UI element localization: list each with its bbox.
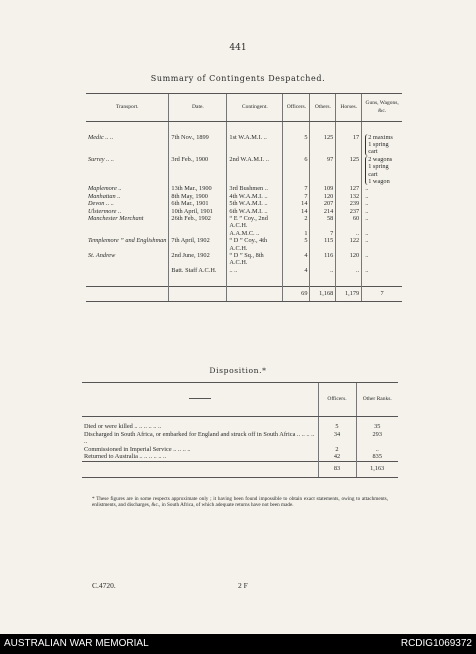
banner-right-text: RCDIG1069372 <box>400 638 472 649</box>
printer-reference: C.4720. <box>92 581 116 590</box>
guns-list <box>365 215 400 222</box>
others-cell: .. <box>310 267 336 274</box>
date-cell: 13th Mar., 1900 <box>169 185 227 192</box>
date-cell: 10th April, 1901 <box>169 208 227 215</box>
guns-list <box>365 230 400 237</box>
header-blank <box>82 383 318 417</box>
total-others: 1,168 <box>310 286 336 301</box>
disposition-table <box>82 382 398 478</box>
guns-cell <box>362 252 402 267</box>
disposition-row <box>82 446 398 454</box>
archive-banner <box>0 634 476 654</box>
guns-cell <box>362 193 402 200</box>
spacer-row <box>86 122 402 134</box>
transport-cell: Manhattan .. <box>88 192 121 200</box>
others-cell: 58 <box>310 215 336 230</box>
horses-cell: 17 <box>336 134 362 156</box>
guns-item: cart <box>368 170 378 178</box>
guns-list <box>365 134 393 156</box>
guns-item: .. <box>365 252 369 259</box>
guns-cell <box>362 156 402 186</box>
guns-item: 1 spring <box>368 163 389 171</box>
horses-cell: .. <box>336 267 362 274</box>
header-date: Date. <box>169 94 227 122</box>
summary-row <box>86 267 402 274</box>
horses-cell: 122 <box>336 237 362 252</box>
officers-cell: 2 <box>283 215 310 230</box>
contingent-cell: 1st W.A.M.I. .. <box>227 134 283 156</box>
total-officers: 69 <box>283 286 310 301</box>
disposition-label: Died or were killed .. .. .. .. .. .. <box>84 423 162 430</box>
header-transport: Transport. <box>86 94 169 122</box>
date-cell: Batt. Staff A.C.H. <box>169 267 227 274</box>
disposition-label: Discharged in South Africa, or embarked for England and struck off in South Africa .. .. .. .. .. <box>84 430 315 446</box>
summary-row <box>86 185 402 192</box>
date-cell: 3rd Feb., 1900 <box>169 156 227 186</box>
horses-cell: 132 <box>336 193 362 200</box>
summary-row <box>86 252 402 267</box>
horses-cell: 237 <box>336 208 362 215</box>
total-other-ranks: 1,163 <box>356 461 398 477</box>
guns-cell <box>362 134 402 156</box>
horses-cell: 125 <box>336 156 362 186</box>
transport-cell: St. Andrew <box>88 252 116 259</box>
guns-item: 2 maxims <box>368 133 393 141</box>
disposition-other-ranks: 835 <box>356 453 398 461</box>
others-cell: 7 <box>310 230 336 237</box>
horses-cell: 127 <box>336 185 362 192</box>
guns-list <box>365 252 400 259</box>
guns-cell <box>362 185 402 192</box>
summary-total-row <box>86 286 402 301</box>
disposition-total-row <box>82 461 398 477</box>
horses-cell: .. <box>336 230 362 237</box>
contingent-cell: “ D ” Sq., 8th A.C.H. <box>227 252 283 267</box>
transport-cell <box>86 267 169 274</box>
disposition-row <box>82 417 398 431</box>
others-cell: 115 <box>310 237 336 252</box>
summary-row <box>86 237 402 252</box>
guns-item: .. <box>365 207 369 215</box>
transport-cell: Medic .. .. <box>88 133 114 141</box>
guns-item: .. <box>365 229 369 237</box>
date-cell: 6th Mar., 1901 <box>169 200 227 207</box>
banner-left-text: AUSTRALIAN WAR MEMORIAL <box>4 638 149 649</box>
disposition-label: Commissioned in Imperial Service .. .. .. .. <box>84 445 191 453</box>
guns-item: .. <box>365 185 369 193</box>
header-other-ranks: Other Ranks. <box>356 383 398 417</box>
others-cell: 116 <box>310 252 336 267</box>
guns-item: .. <box>365 214 369 222</box>
guns-item: .. <box>365 200 369 208</box>
contingent-cell: “ D ” Coy., 4th A.C.H. <box>227 237 283 252</box>
others-cell: 207 <box>310 200 336 207</box>
contingent-cell: 4th W.A.M.I. .. <box>227 193 283 200</box>
transport-cell: Templemore ” and Englishman <box>88 237 167 245</box>
disposition-title: Disposition.* <box>209 366 267 375</box>
guns-list <box>365 267 400 274</box>
footnote: * These figures are in some respects approximate only ; it having been found impossible to obtain exact statements, owing to attachments, enlistments, and discharges, &c., in South Africa, of which adequate returns have not been made. <box>92 496 388 509</box>
blank-cell <box>82 461 318 477</box>
header-horses: Horses. <box>336 94 362 122</box>
guns-item: 2 wagons <box>368 155 393 163</box>
others-cell: 214 <box>310 208 336 215</box>
header-officers: Officers. <box>318 383 356 417</box>
contingent-cell: A.A.M.C. .. <box>227 230 283 237</box>
horses-cell: 239 <box>336 200 362 207</box>
transport-cell: Devon .. .. <box>88 200 114 208</box>
summary-row <box>86 230 402 237</box>
contingent-cell: “ E ” Coy., 2nd A.C.H. <box>227 215 283 230</box>
officers-cell: 5 <box>283 134 310 156</box>
guns-item: .. <box>365 237 369 245</box>
guns-cell <box>362 230 402 237</box>
disposition-other-ranks: .. <box>356 446 398 454</box>
others-cell: 120 <box>310 193 336 200</box>
blank-cell <box>169 286 227 301</box>
date-cell: 7th April, 1902 <box>169 237 227 252</box>
horses-cell: 120 <box>336 252 362 267</box>
header-contingent: Contingent. <box>227 94 283 122</box>
officers-cell: 14 <box>283 200 310 207</box>
blank-cell <box>227 286 283 301</box>
summary-title: Summary of Contingents Despatched. <box>150 74 326 83</box>
guns-item: .. <box>365 192 369 200</box>
officers-cell: 6 <box>283 156 310 186</box>
guns-item: cart <box>368 148 378 156</box>
header-dash <box>189 398 211 399</box>
date-cell <box>169 230 227 237</box>
guns-list <box>365 156 392 186</box>
others-cell: 125 <box>310 134 336 156</box>
disposition-body <box>82 417 398 478</box>
transport-cell <box>86 230 169 237</box>
transport-cell: Ulstermore .. <box>88 207 122 215</box>
date-cell: 8th May, 1900 <box>169 193 227 200</box>
page-number: 441 <box>229 43 247 53</box>
transport-cell: Surrey .. .. <box>88 155 114 163</box>
guns-cell <box>362 208 402 215</box>
guns-list <box>365 237 400 244</box>
summary-row <box>86 193 402 200</box>
contingent-cell: 2nd W.A.M.I. .. <box>227 156 283 186</box>
guns-list <box>365 185 400 192</box>
spacer-row <box>86 274 402 286</box>
transport-cell: Manchester Merchant <box>88 214 144 222</box>
guns-item: .. <box>365 266 369 274</box>
blank-cell <box>86 286 169 301</box>
disposition-label: Returned to Australia .. .. .. .. .. .. <box>84 453 167 461</box>
others-cell: 97 <box>310 156 336 186</box>
guns-list <box>365 208 400 215</box>
disposition-other-ranks: 293 <box>356 431 398 446</box>
officers-cell: 7 <box>283 185 310 192</box>
summary-row <box>86 134 402 156</box>
disposition-officers: 2 <box>318 446 356 454</box>
header-guns: Guns, Wagons, &c. <box>362 94 402 122</box>
disposition-row <box>82 453 398 461</box>
summary-row <box>86 200 402 207</box>
summary-header-row <box>86 94 402 122</box>
disposition-officers: 5 <box>318 417 356 431</box>
officers-cell: 7 <box>283 193 310 200</box>
contingent-cell: 3rd Bushmen .. <box>227 185 283 192</box>
guns-item: 1 wagon <box>368 177 390 185</box>
summary-table <box>86 93 402 302</box>
disposition-header-row <box>82 383 398 417</box>
contingent-cell: 6th W.A.M.I. .. <box>227 208 283 215</box>
officers-cell: 4 <box>283 252 310 267</box>
total-horses: 1,179 <box>336 286 362 301</box>
date-cell: 7th Nov., 1899 <box>169 134 227 156</box>
signature-mark: 2 F <box>238 581 248 590</box>
guns-cell <box>362 200 402 207</box>
disposition-officers: 42 <box>318 453 356 461</box>
total-guns: 7 <box>362 286 402 301</box>
guns-list <box>365 200 400 207</box>
summary-row <box>86 215 402 230</box>
guns-item: 1 spring <box>368 140 389 148</box>
guns-list <box>365 193 400 200</box>
contingent-cell: .. .. <box>227 267 283 274</box>
guns-cell <box>362 215 402 230</box>
header-others: Others. <box>310 94 336 122</box>
date-cell: 2nd June, 1902 <box>169 252 227 267</box>
total-officers: 83 <box>318 461 356 477</box>
disposition-officers: 34 <box>318 431 356 446</box>
officers-cell: 1 <box>283 230 310 237</box>
others-cell: 109 <box>310 185 336 192</box>
header-officers: Officers. <box>283 94 310 122</box>
contingent-cell: 5th W.A.M.I. .. <box>227 200 283 207</box>
disposition-other-ranks: 35 <box>356 417 398 431</box>
summary-row <box>86 208 402 215</box>
summary-row <box>86 156 402 186</box>
guns-cell <box>362 267 402 274</box>
officers-cell: 14 <box>283 208 310 215</box>
date-cell: 26th Feb., 1902 <box>169 215 227 230</box>
summary-body <box>86 122 402 302</box>
disposition-row <box>82 431 398 446</box>
officers-cell: 4 <box>283 267 310 274</box>
horses-cell: 60 <box>336 215 362 230</box>
officers-cell: 5 <box>283 237 310 252</box>
transport-cell: Maplemore .. <box>88 185 122 193</box>
guns-cell <box>362 237 402 252</box>
